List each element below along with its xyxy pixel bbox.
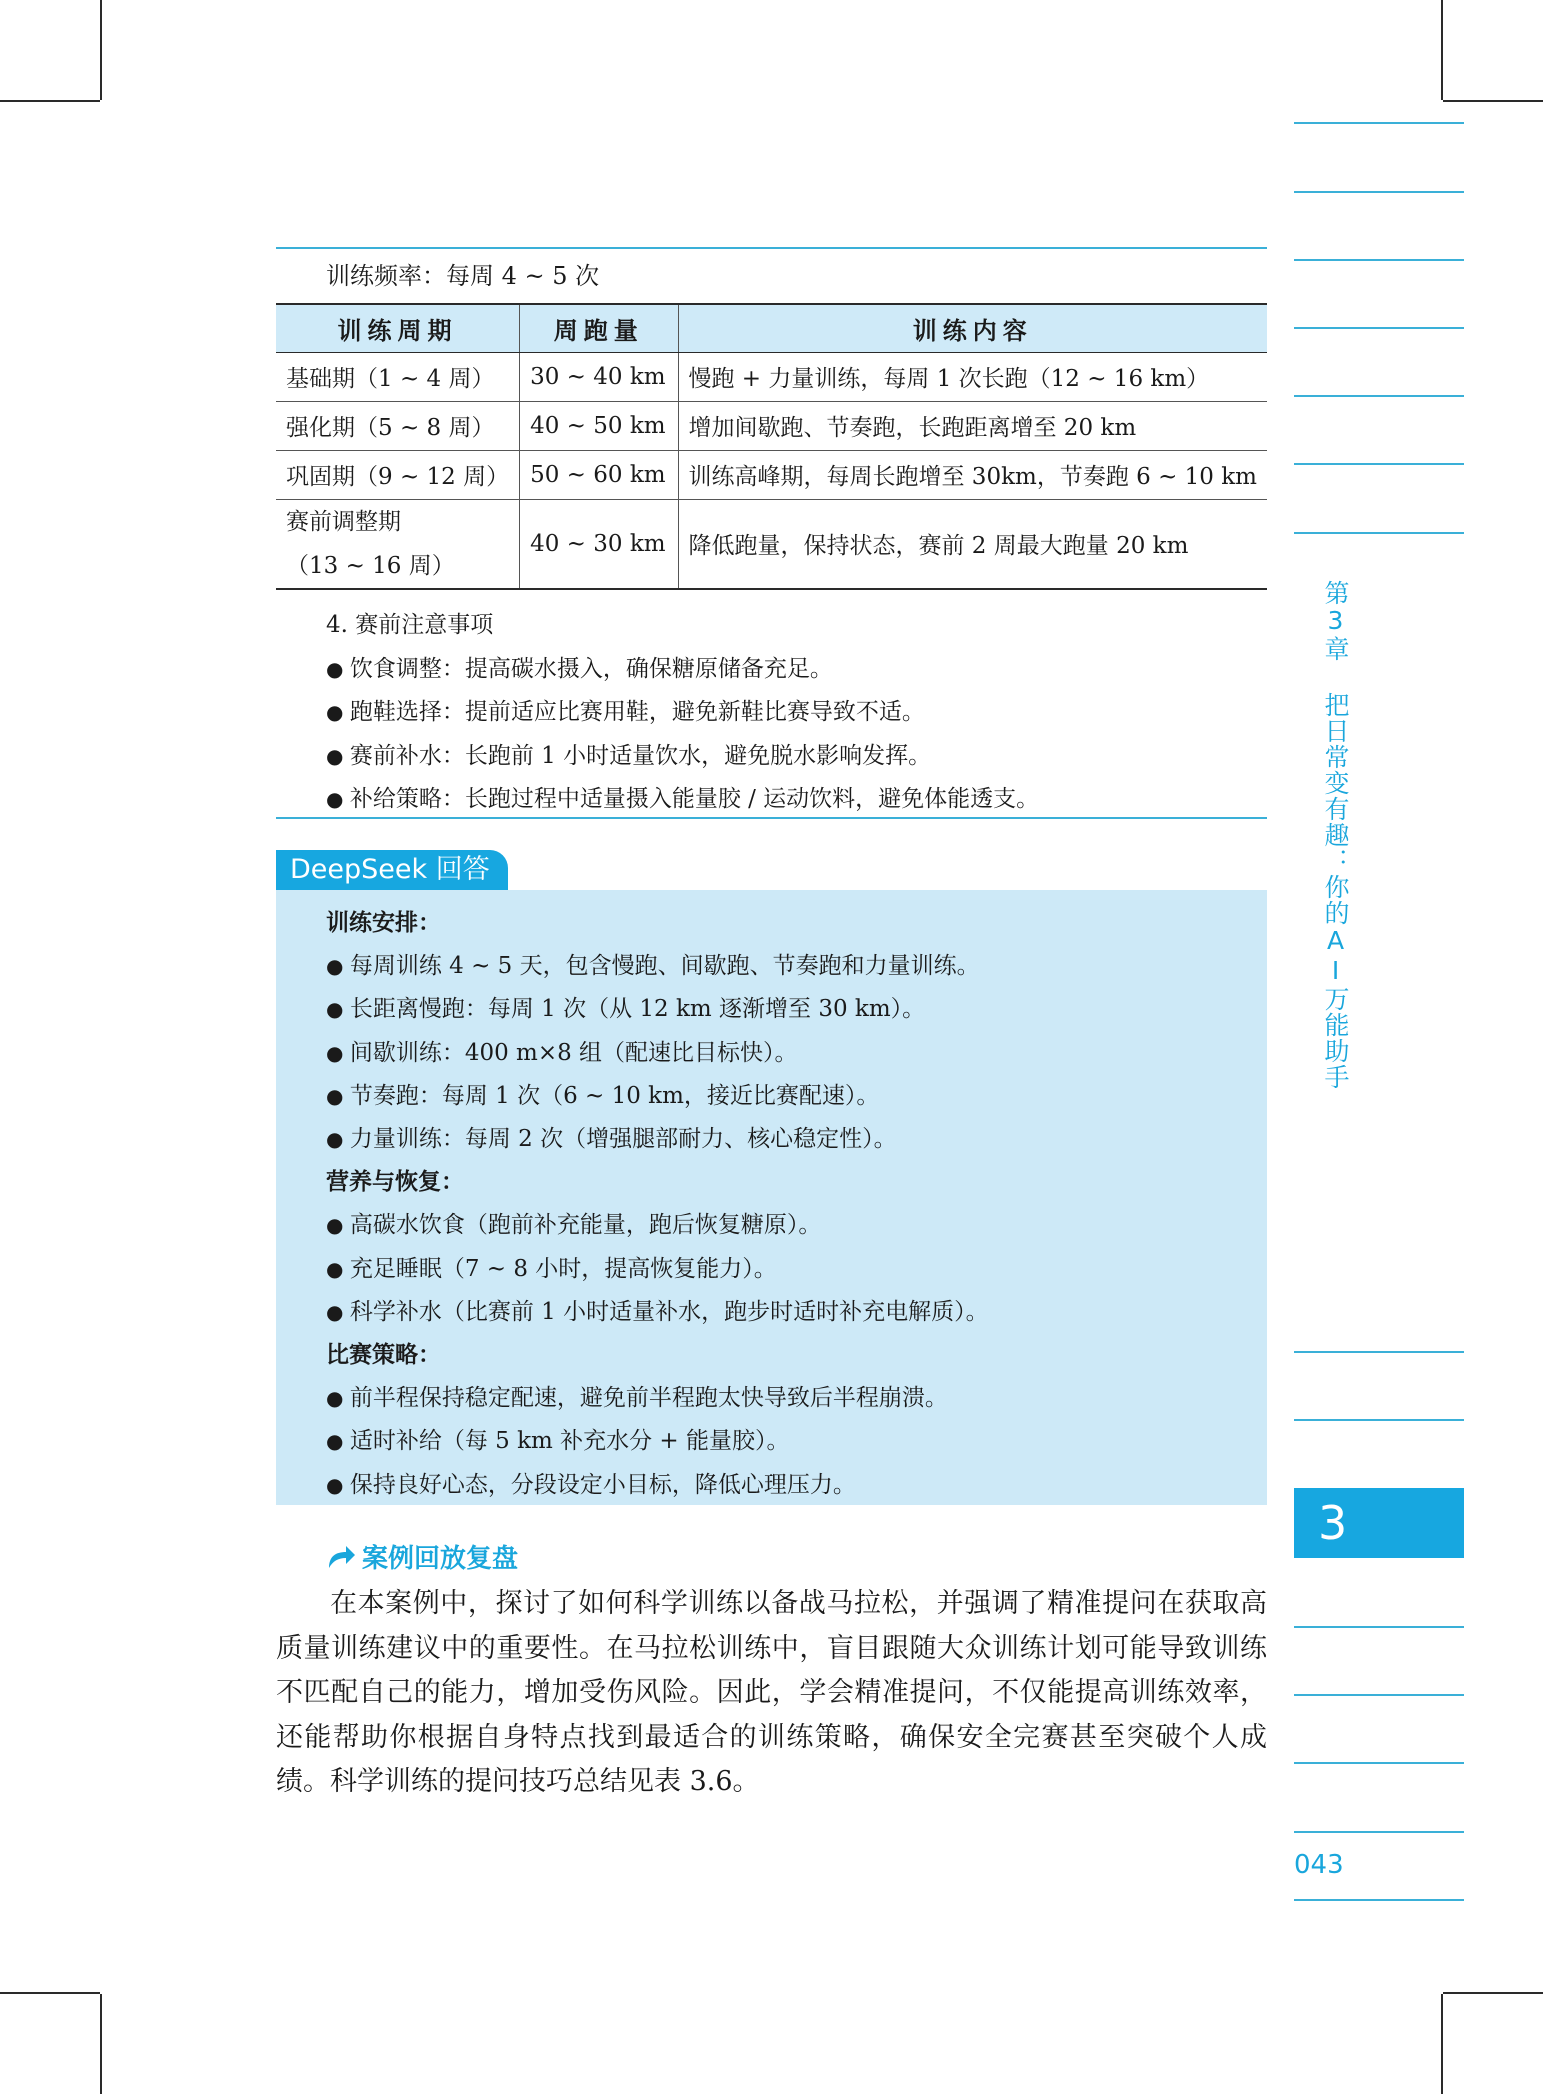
notes-title: 4. 赛前注意事项 xyxy=(326,612,494,638)
list-item: ● 保持良好心态，分段设定小目标，降低心理压力。 xyxy=(326,1464,1267,1507)
chapter-title: 第3章 把日常变有趣：你的AI万能助手 xyxy=(1321,580,1350,1090)
margin-rule xyxy=(1294,122,1464,124)
cell-volume: 50 ~ 60 km xyxy=(520,450,678,499)
list-item: ● 长距离慢跑：每周 1 次（从 12 km 逐渐增至 30 km）。 xyxy=(326,988,1267,1031)
table-row xyxy=(276,352,1267,401)
section-heading: 比赛策略： xyxy=(326,1342,441,1369)
list-item: ● 赛前补水：长跑前 1 小时适量饮水，避免脱水影响发挥。 xyxy=(326,735,1039,779)
list-item: ● 跑鞋选择：提前适应比赛用鞋，避免新鞋比赛导致不适。 xyxy=(326,691,1039,735)
chapter-number-tab: 3 xyxy=(1294,1488,1464,1558)
cell-period: 巩固期（9 ~ 12 周） xyxy=(276,450,520,499)
header-period: 训练周期 xyxy=(276,304,520,352)
curved-arrow-icon xyxy=(326,1544,356,1570)
margin-rule xyxy=(1294,1419,1464,1421)
margin-rule xyxy=(1294,1762,1464,1764)
margin-rule xyxy=(1294,1351,1464,1353)
cell-period: 基础期（1 ~ 4 周） xyxy=(276,352,520,401)
cell-volume: 40 ~ 50 km xyxy=(520,401,678,450)
table-row xyxy=(276,401,1267,450)
training-plan-table xyxy=(276,303,1267,590)
crop-mark xyxy=(1443,100,1543,102)
crop-mark xyxy=(100,1994,102,2094)
margin-rule xyxy=(1294,259,1464,261)
section-heading: 营养与恢复： xyxy=(326,1169,464,1196)
margin-rule xyxy=(1294,1899,1464,1901)
margin-rule xyxy=(1294,1626,1464,1628)
list-item: ● 适时补给（每 5 km 补充水分 + 能量胶）。 xyxy=(326,1420,1267,1463)
list-item: ● 科学补水（比赛前 1 小时适量补水，跑步时适时补充电解质）。 xyxy=(326,1291,1267,1334)
training-frequency: 训练频率：每周 4 ~ 5 次 xyxy=(326,262,600,290)
review-paragraph: 在本案例中，探讨了如何科学训练以备战马拉松，并强调了精准提问在获取高质量训练建议中的重要性。在马拉松训练中，盲目跟随大众训练计划可能导致训练不匹配自己的能力，增加受伤风险。因此，学会精准提问，不仅能提高训练效率，还能帮助你根据自身特点找到最适合的训练策略，确保安全完赛甚至突破个人成绩。科学训练的提问技巧总结见表 3.6。 xyxy=(276,1588,1267,1797)
review-heading xyxy=(326,1538,518,1575)
cell-volume: 40 ~ 30 km xyxy=(520,499,678,589)
margin-rule xyxy=(1294,463,1464,465)
pre-race-notes xyxy=(326,604,1039,822)
prompt-top-rule xyxy=(276,247,1267,249)
list-item: ● 充足睡眠（7 ~ 8 小时，提高恢复能力）。 xyxy=(326,1248,1267,1291)
cell-content: 增加间歇跑、节奏跑，长跑距离增至 20 km xyxy=(678,401,1267,450)
cell-period-line2: （13 ~ 16 周） xyxy=(286,552,455,579)
margin-rule xyxy=(1294,1831,1464,1833)
cell-volume: 30 ~ 40 km xyxy=(520,352,678,401)
cell-content: 降低跑量，保持状态，赛前 2 周最大跑量 20 km xyxy=(678,499,1267,589)
margin-rule xyxy=(1294,532,1464,534)
list-item: ● 饮食调整：提高碳水摄入，确保糖原储备充足。 xyxy=(326,648,1039,692)
deepseek-answer-tab: DeepSeek 回答 xyxy=(276,850,508,890)
list-item: ● 力量训练：每周 2 次（增强腿部耐力、核心稳定性）。 xyxy=(326,1118,1267,1161)
header-volume: 周跑量 xyxy=(520,304,678,352)
prompt-bottom-rule xyxy=(276,817,1267,819)
list-item: ● 补给策略：长跑过程中适量摄入能量胶 / 运动饮料，避免体能透支。 xyxy=(326,778,1039,822)
list-item: ● 间歇训练：400 m×8 组（配速比目标快）。 xyxy=(326,1032,1267,1075)
crop-mark xyxy=(1441,0,1443,100)
page-number: 043 xyxy=(1294,1850,1344,1880)
list-item: ● 每周训练 4 ~ 5 天，包含慢跑、间歇跑、节奏跑和力量训练。 xyxy=(326,945,1267,988)
header-content: 训练内容 xyxy=(678,304,1267,352)
table-header-row xyxy=(276,304,1267,352)
crop-mark xyxy=(0,100,100,102)
crop-mark xyxy=(0,1992,100,1994)
cell-content: 训练高峰期，每周长跑增至 30km，节奏跑 6 ~ 10 km xyxy=(678,450,1267,499)
cell-period xyxy=(276,499,520,589)
table-row xyxy=(276,499,1267,589)
list-item: ● 前半程保持稳定配速，避免前半程跑太快导致后半程崩溃。 xyxy=(326,1377,1267,1420)
margin-rule xyxy=(1294,395,1464,397)
cell-content: 慢跑 + 力量训练，每周 1 次长跑（12 ~ 16 km） xyxy=(678,352,1267,401)
crop-mark xyxy=(100,0,102,100)
deepseek-answer-box xyxy=(276,890,1267,1505)
table-row xyxy=(276,450,1267,499)
margin-rule xyxy=(1294,1694,1464,1696)
cell-period-line1: 赛前调整期 xyxy=(286,508,401,535)
cell-period: 强化期（5 ~ 8 周） xyxy=(276,401,520,450)
crop-mark xyxy=(1441,1994,1443,2094)
list-item: ● 节奏跑：每周 1 次（6 ~ 10 km，接近比赛配速）。 xyxy=(326,1075,1267,1118)
list-item: ● 高碳水饮食（跑前补充能量，跑后恢复糖原）。 xyxy=(326,1204,1267,1247)
margin-rule xyxy=(1294,327,1464,329)
section-heading: 训练安排： xyxy=(326,910,441,936)
review-title: 案例回放复盘 xyxy=(362,1544,519,1574)
margin-rule xyxy=(1294,191,1464,193)
crop-mark xyxy=(1443,1992,1543,1994)
